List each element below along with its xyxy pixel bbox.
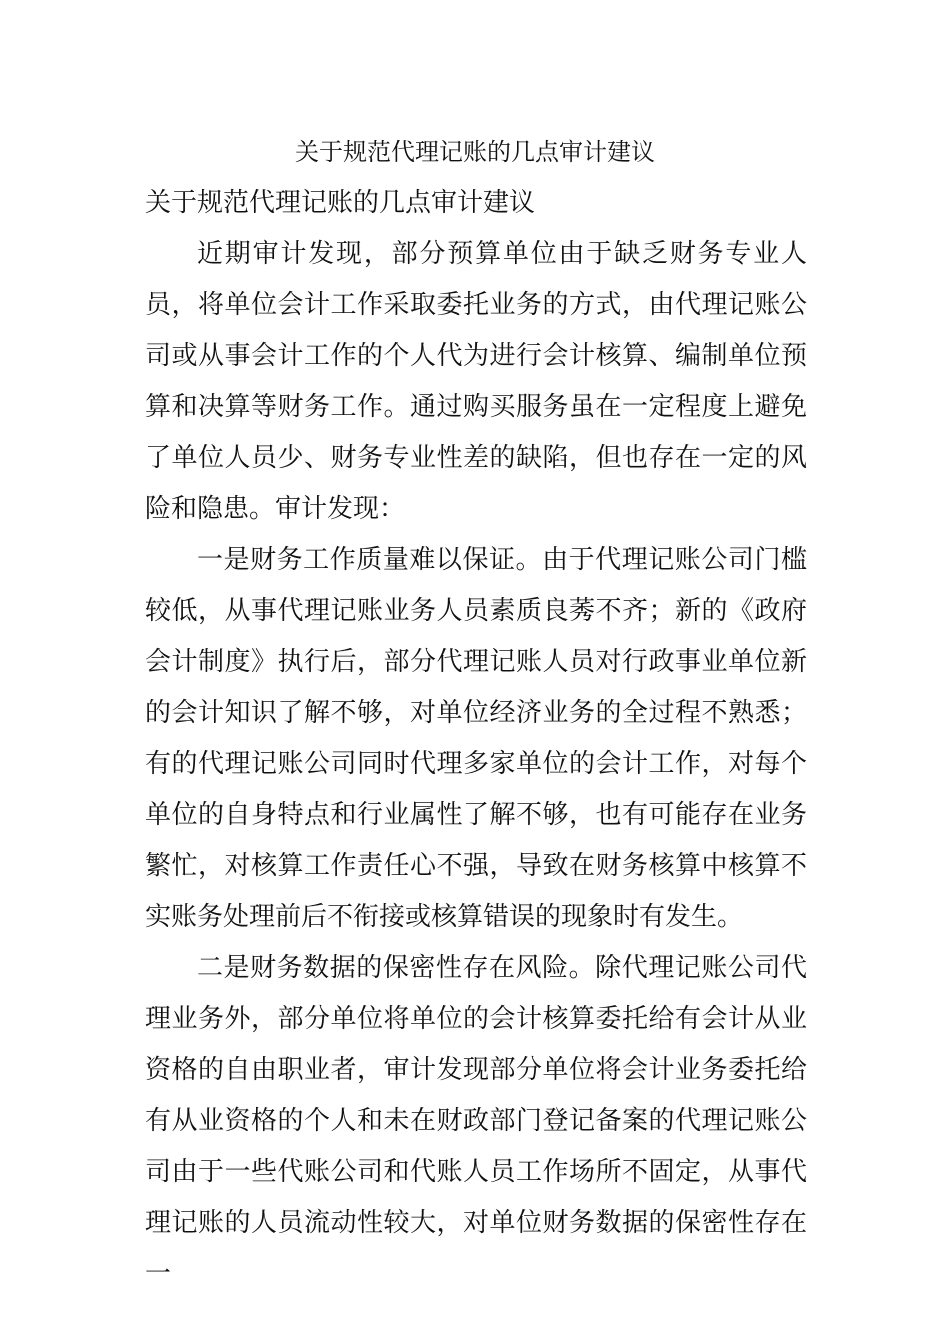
- paragraph-point-two: 二是财务数据的保密性存在风险。除代理记账公司代理业务外，部分单位将单位的会计核算委托给有会计从业资格的自由职业者，审计发现部分单位将会计业务委托给有从业资格的个人和未在财政部门登记备案的代理记账公司由于一些代账公司和代账人员工作场所不固定，从事代理记账的人员流动性较大，对单位财务数据的保密性存在一: [145, 953, 807, 1289]
- document-title: 关于规范代理记账的几点审计建议: [295, 138, 655, 166]
- paragraph-point-one: 一是财务工作质量难以保证。由于代理记账公司门槛较低，从事代理记账业务人员素质良莠不齐；新的《政府会计制度》执行后，部分代理记账人员对行政事业单位新的会计知识了解不够，对单位经济业务的全过程不熟悉；有的代理记账公司同时代理多家单位的会计工作，对每个单位的自身特点和行业属性了解不够，也有可能存在业务繁忙，对核算工作责任心不强，导致在财务核算中核算不实账务处理前后不衔接或核算错误的现象时有发生。: [145, 545, 807, 932]
- document-subtitle: 关于规范代理记账的几点审计建议: [145, 188, 536, 218]
- paragraph-intro: 近期审计发现，部分预算单位由于缺乏财务专业人员，将单位会计工作采取委托业务的方式，由代理记账公司或从事会计工作的个人代为进行会计核算、编制单位预算和决算等财务工作。通过购买服务虽在一定程度上避免了单位人员少、财务专业性差的缺陷，但也存在一定的风险和隐患。审计发现：: [145, 239, 807, 524]
- document-body: [145, 178, 807, 1300]
